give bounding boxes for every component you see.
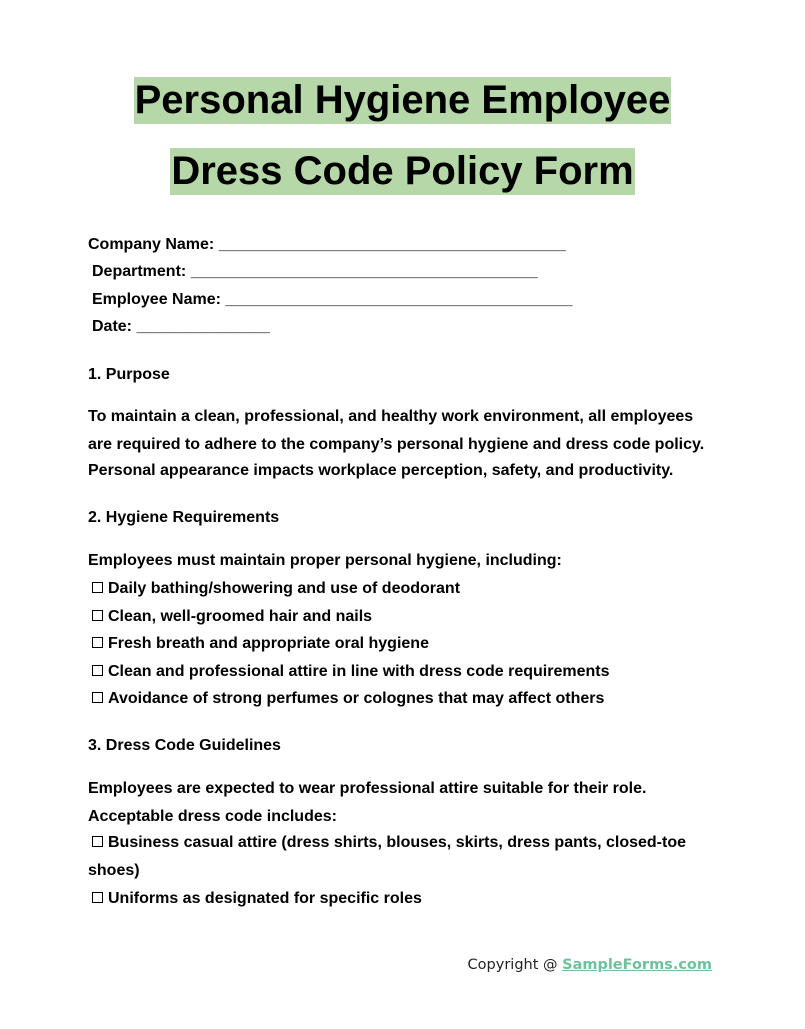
department-field[interactable] <box>92 262 538 282</box>
hygiene-item <box>92 634 429 654</box>
dress-code-intro-1: Employees are expected to wear professional attire suitable for their role. <box>88 780 647 797</box>
dress-code-item-text: Business casual attire (dress shirts, blouses, skirts, dress pants, closed-toe <box>108 834 686 851</box>
hygiene-item-text: Avoidance of strong perfumes or colognes that may affect others <box>108 690 605 707</box>
page-title-line-1: Personal Hygiene Employee <box>134 78 671 122</box>
sampleforms-link[interactable]: SampleForms.com <box>562 957 712 973</box>
employee-name-label: Employee Name: <box>92 291 221 308</box>
hygiene-intro: Employees must maintain proper personal hygiene, including: <box>88 552 562 569</box>
dress-code-intro-2: Acceptable dress code includes: <box>88 808 337 825</box>
hygiene-item <box>92 579 460 599</box>
company-name-blank[interactable]: _______________________________________ <box>218 236 566 253</box>
checkbox-icon[interactable] <box>92 582 103 593</box>
title-line-2-wrap <box>0 148 805 195</box>
company-name-label: Company Name: <box>88 236 215 253</box>
copyright-footer <box>468 957 712 973</box>
employee-name-blank[interactable]: _______________________________________ <box>225 291 573 308</box>
checkbox-icon[interactable] <box>92 692 103 703</box>
hygiene-heading: 2. Hygiene Requirements <box>88 509 280 526</box>
checkbox-icon[interactable] <box>92 836 103 847</box>
purpose-text-line-2: are required to adhere to the company’s personal hygiene and dress code policy. <box>88 436 705 453</box>
department-blank[interactable]: _______________________________________ <box>190 263 538 280</box>
checkbox-icon[interactable] <box>92 610 103 621</box>
hygiene-item <box>92 689 604 709</box>
purpose-text-line-1: To maintain a clean, professional, and healthy work environment, all employees <box>88 408 694 425</box>
company-name-field[interactable] <box>88 235 566 255</box>
purpose-text-line-3: Personal appearance impacts workplace perception, safety, and productivity. <box>88 462 674 479</box>
hygiene-item <box>92 607 372 627</box>
hygiene-item-text: Clean and professional attire in line with dress code requirements <box>108 663 610 680</box>
date-blank[interactable]: _______________ <box>136 318 270 335</box>
date-label: Date: <box>92 318 133 335</box>
copyright-prefix: Copyright @ <box>467 957 563 973</box>
hygiene-item-text: Daily bathing/showering and use of deodorant <box>108 580 461 597</box>
hygiene-item-text: Fresh breath and appropriate oral hygiene <box>108 635 429 652</box>
title-line-1-wrap <box>0 77 805 124</box>
dress-code-item <box>92 889 422 909</box>
checkbox-icon[interactable] <box>92 665 103 676</box>
hygiene-item <box>92 662 609 682</box>
employee-name-field[interactable] <box>92 290 572 310</box>
date-field[interactable] <box>92 317 270 337</box>
dress-code-item <box>92 833 686 853</box>
page-title-line-2: Dress Code Policy Form <box>171 149 634 193</box>
dress-code-item-text: Uniforms as designated for specific roles <box>108 890 422 907</box>
dress-code-item-continuation: shoes) <box>88 862 140 879</box>
purpose-heading: 1. Purpose <box>88 366 170 383</box>
checkbox-icon[interactable] <box>92 637 103 648</box>
dress-code-heading: 3. Dress Code Guidelines <box>88 737 281 754</box>
checkbox-icon[interactable] <box>92 892 103 903</box>
department-label: Department: <box>92 263 187 280</box>
hygiene-item-text: Clean, well-groomed hair and nails <box>108 608 373 625</box>
